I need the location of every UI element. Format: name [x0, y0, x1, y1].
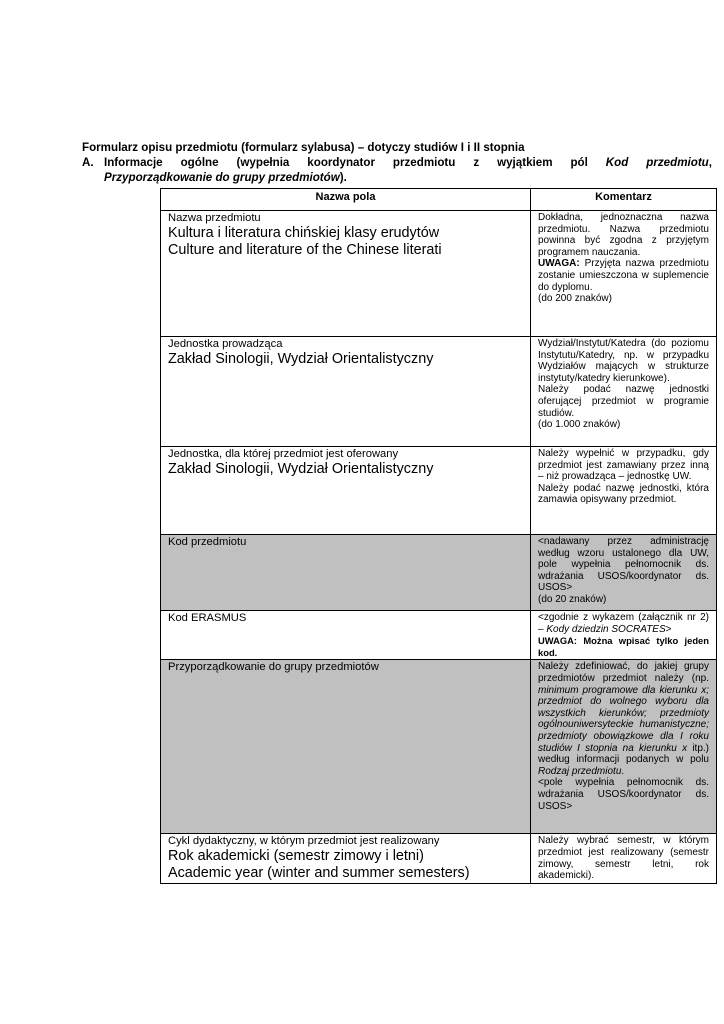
- field-label: Kod przedmiotu: [168, 536, 247, 548]
- comment-text: Wydział/Instytut/Katedra (do poziomu Instytutu/Katedry, np. w przypadku Wydziałów mających w strukturze instytuty/katedry kierunkowe).: [538, 338, 709, 384]
- field-label: Jednostka, dla której przedmiot jest oferowany: [168, 448, 399, 460]
- document-heading: [82, 140, 712, 185]
- field-label: Przyporządkowanie do grupy przedmiotów: [168, 661, 379, 674]
- section-text-start: Informacje ogólne (wypełnia koordynator przedmiotu z wyjątkiem pól: [104, 156, 606, 169]
- comment-text: Należy wypełnić w przypadku, gdy przedmiot jest zamawiany przez inną – niż prowadząca – jednostkę UW.: [538, 448, 709, 483]
- comment-italic: Kody dziedzin SOCRATES: [546, 623, 666, 635]
- section-text-end: ).: [339, 171, 347, 184]
- comment-cell: [531, 211, 717, 337]
- table-row: [161, 611, 717, 660]
- comment-italic: minimum programowe dla kierunku x; przedmiot do wolnego wyboru dla wszystkich kierunków; przedmioty ogólnouniwersyteckie humanistyczne; przedmioty obowiązkowe dla I roku studiów I stopnia na kierunku x: [538, 684, 709, 754]
- comment-span: <zgodnie z wykazem (załącznik nr 2) –: [538, 612, 709, 635]
- comment-bold: UWAGA: Można wpisać tylko jeden kod.: [538, 635, 709, 658]
- comment-text: [538, 258, 709, 293]
- header-comment: Komentarz: [531, 189, 717, 211]
- comment-cell: [531, 535, 717, 611]
- comment-cell: [531, 611, 717, 660]
- comment-cell: [531, 834, 717, 884]
- comment-text: Dokładna, jednoznaczna nazwa przedmiotu. Nazwa przedmiotu powinna być zgodna z przyjętym programem nauczania.: [538, 212, 709, 258]
- comment-span: >: [665, 623, 672, 635]
- field-cell: [161, 211, 531, 337]
- field-label: Kod ERASMUS: [168, 612, 247, 624]
- field-value[interactable]: Academic year (winter and summer semesters): [168, 865, 470, 882]
- comment-span: .: [621, 765, 625, 777]
- table-row: [161, 211, 717, 337]
- section-text: [104, 155, 712, 170]
- comment-text: Należy podać nazwę jednostki, która zamawia opisywany przedmiot.: [538, 482, 709, 506]
- section-a-heading: [82, 155, 712, 170]
- comment-text: (do 200 znaków): [538, 293, 612, 305]
- field-cell: [161, 535, 531, 611]
- field-cell: [161, 447, 531, 535]
- section-sep: ,: [708, 156, 712, 169]
- comment-cell: [531, 337, 717, 447]
- field-cell: [161, 611, 531, 660]
- field-label: Cykl dydaktyczny, w którym przedmiot jest realizowany: [168, 835, 440, 848]
- table-row: [161, 834, 717, 884]
- section-number: A.: [82, 156, 94, 169]
- comment-text: Należy podać nazwę jednostki oferującej przedmiot w programie studiów.: [538, 384, 709, 419]
- field-cell: [161, 660, 531, 834]
- comment-cell: [531, 660, 717, 834]
- comment-span: Należy zdefiniować, do jakiej grupy przedmiotów przedmiot należy (np.: [538, 661, 709, 684]
- section-a-heading-cont: [82, 170, 712, 185]
- comment-span: itp.) według informacji podanych w polu: [538, 742, 709, 766]
- section-italic-1: Kod przedmiotu: [605, 156, 709, 169]
- comment-text: <nadawany przez administrację według wzoru ustalonego dla UW, pole wypełnia pełnomocnik ds. wdrażania USOS/koordynator ds. USOS>: [538, 536, 709, 594]
- table-row: [161, 337, 717, 447]
- table-row: [161, 447, 717, 535]
- field-label: Jednostka prowadząca: [168, 338, 283, 350]
- table-row: [161, 535, 717, 611]
- comment-text: [538, 661, 709, 777]
- comment-italic: Rodzaj przedmiotu: [538, 765, 622, 777]
- comment-text: <pole wypełnia pełnomocnik ds. wdrażania USOS/koordynator ds. USOS>: [538, 777, 709, 812]
- table-header-row: [161, 189, 717, 211]
- syllabus-table: [160, 188, 717, 884]
- header-field-name: Nazwa pola: [161, 189, 531, 211]
- field-cell: [161, 337, 531, 447]
- field-label: Nazwa przedmiotu: [168, 212, 261, 224]
- field-value[interactable]: Culture and literature of the Chinese literati: [168, 242, 442, 258]
- field-cell: [161, 834, 531, 884]
- field-value[interactable]: Zakład Sinologii, Wydział Orientalistyczny: [168, 351, 434, 367]
- comment-span: Przyjęta nazwa przedmiotu zostanie umieszczona w suplemencie do dyplomu.: [538, 258, 709, 293]
- field-value[interactable]: Rok akademicki (semestr zimowy i letni): [168, 848, 424, 865]
- comment-text: (do 1.000 znaków): [538, 419, 621, 431]
- comment-cell: [531, 447, 717, 535]
- comment-text: (do 20 znaków): [538, 593, 607, 605]
- field-value[interactable]: Zakład Sinologii, Wydział Orientalistyczny: [168, 461, 434, 477]
- field-value[interactable]: Kultura i literatura chińskiej klasy erudytów: [168, 225, 440, 241]
- section-italic-2: Przyporządkowanie do grupy przedmiotów: [104, 171, 340, 184]
- table-row: [161, 660, 717, 834]
- form-title: Formularz opisu przedmiotu (formularz sylabusa) – dotyczy studiów I i II stopnia: [82, 141, 525, 154]
- comment-bold: UWAGA:: [538, 258, 580, 270]
- comment-text: Należy wybrać semestr, w którym przedmiot jest realizowany (semestr zimowy, semestr letni, rok akademicki).: [538, 835, 709, 882]
- comment-text: [538, 612, 709, 635]
